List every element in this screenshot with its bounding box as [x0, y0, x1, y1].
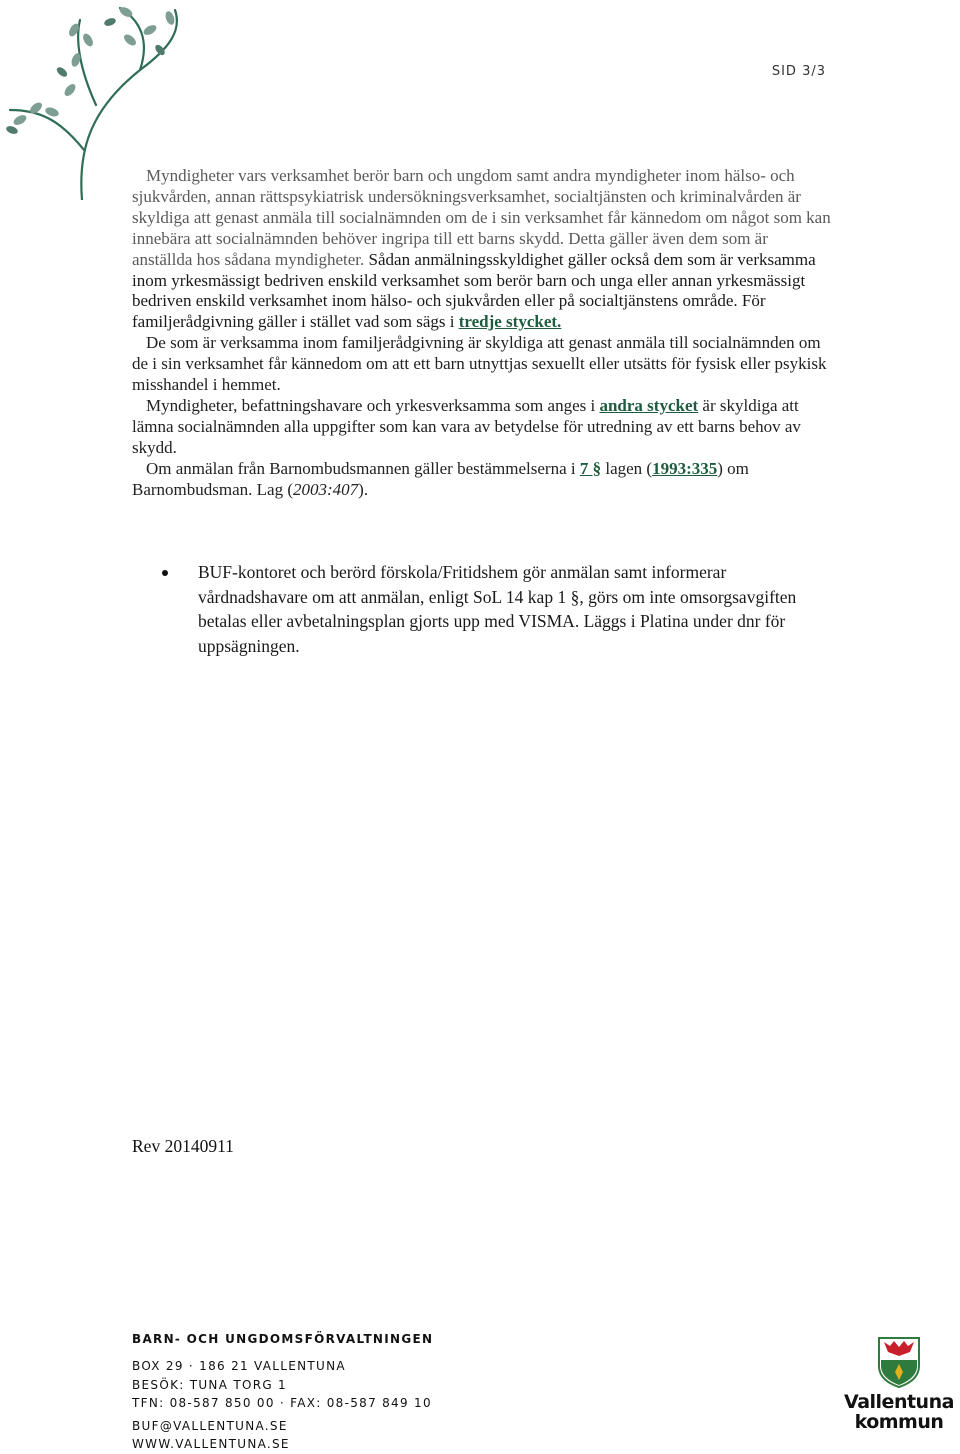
link-1993-335[interactable]: 1993:335 — [652, 458, 718, 478]
law-paragraph-2: De som är verksamma inom familjerådgivning är skyldiga att genast anmäla till socialnämnden om de i sin verksamhet får kännedom om att ett barn utnyttjas sexuellt eller utsätts för fysisk eller psykisk misshandel i hemmet. — [132, 333, 827, 395]
bullet-item: BUF-kontoret och berörd förskola/Fritidshem gör anmälan samt informerar vårdnadshavare om att anmälan, enligt SoL 14 kap 1 §, görs om inte omsorgsavgiften betalas eller avbetalningsplan gjorts upp med VISMA. Läggs i Platina under dnr för uppsägningen. — [162, 560, 832, 658]
footer — [132, 1332, 433, 1454]
bullet-list — [162, 560, 832, 658]
footer-address: BOX 29 · 186 21 VALLENTUNA — [132, 1359, 346, 1373]
coat-of-arms-icon — [876, 1336, 922, 1388]
law-text — [132, 166, 832, 501]
footer-phone: TFN: 08-587 850 00 · FAX: 08-587 849 10 — [132, 1396, 432, 1411]
law-paragraph-3: Myndigheter, befattningshavare och yrkesverksamma som anges i andra stycket är skyldiga att lämna socialnämnden alla uppgifter som kan vara av betydelse för utredning av ett barns behov av skydd. — [132, 395, 801, 457]
footer-org: BARN- OCH UNGDOMSFÖRVALTNINGEN — [132, 1332, 434, 1346]
link-tredje-stycket[interactable]: tredje stycket. — [458, 312, 562, 332]
page-number: SID 3/3 — [771, 64, 826, 79]
link-7-paragraf[interactable]: 7 § — [579, 458, 602, 478]
law-paragraph-1b: Sådan anmälningsskyldighet gäller också dem som är verksamma inom yrkesmässigt bedriven enskild verksamhet som berör barn och unga eller annan yrkesmässigt bedriven enskild verksamhet inom hälso- och sjukvården eller på socialtjänstens område. För familjerådgivning gäller i stället vad som sägs i — [132, 249, 816, 332]
logo-line-2: kommun — [854, 1411, 944, 1433]
footer-web[interactable]: WWW.VALLENTUNA.SE — [132, 1437, 290, 1452]
law-paragraph-4: Om anmälan från Barnombudsmannen gäller bestämmelserna i 7 § lagen (1993:335) om Barnombudsman. Lag (2003:407). — [132, 458, 749, 499]
link-andra-stycket[interactable]: andra stycket — [599, 395, 699, 415]
vallentuna-logo — [844, 1336, 954, 1440]
footer-email[interactable]: BUF@VALLENTUNA.SE — [132, 1418, 288, 1433]
footer-visit: BESÖK: TUNA TORG 1 — [132, 1377, 287, 1392]
bullet-dot-icon — [162, 570, 168, 576]
revision-label: Rev 20140911 — [132, 1136, 234, 1156]
logo-line-1: Vallentuna — [844, 1391, 954, 1413]
law-paragraph-1: Myndigheter vars verksamhet berör barn och ungdom samt andra myndigheter inom hälso- och sjukvården, annan rättspsykiatrisk undersökningsverksamhet, socialtjänsten och kriminalvården är skyldiga att genast anmäla till socialnämnden om de i sin verksamhet får kännedom om något som kan innebära att socialnämnden behöver ingripa till ett barns skydd. Detta gäller även dem som är anställda hos sådana myndigheter. Sådan anmälningsskyldighet gäller också dem som är verksamma inom yrkesmässigt bedriven enskild verksamhet som berör barn och unga eller annan yrkesmässigt bedriven enskild verksamhet inom hälso- och sjukvården eller på socialtjänstens område. För familjerådgivning gäller i stället vad som sägs i tredje stycket. — [132, 166, 831, 332]
law-paragraph-1-tail: sådana myndigheter. — [224, 249, 365, 269]
